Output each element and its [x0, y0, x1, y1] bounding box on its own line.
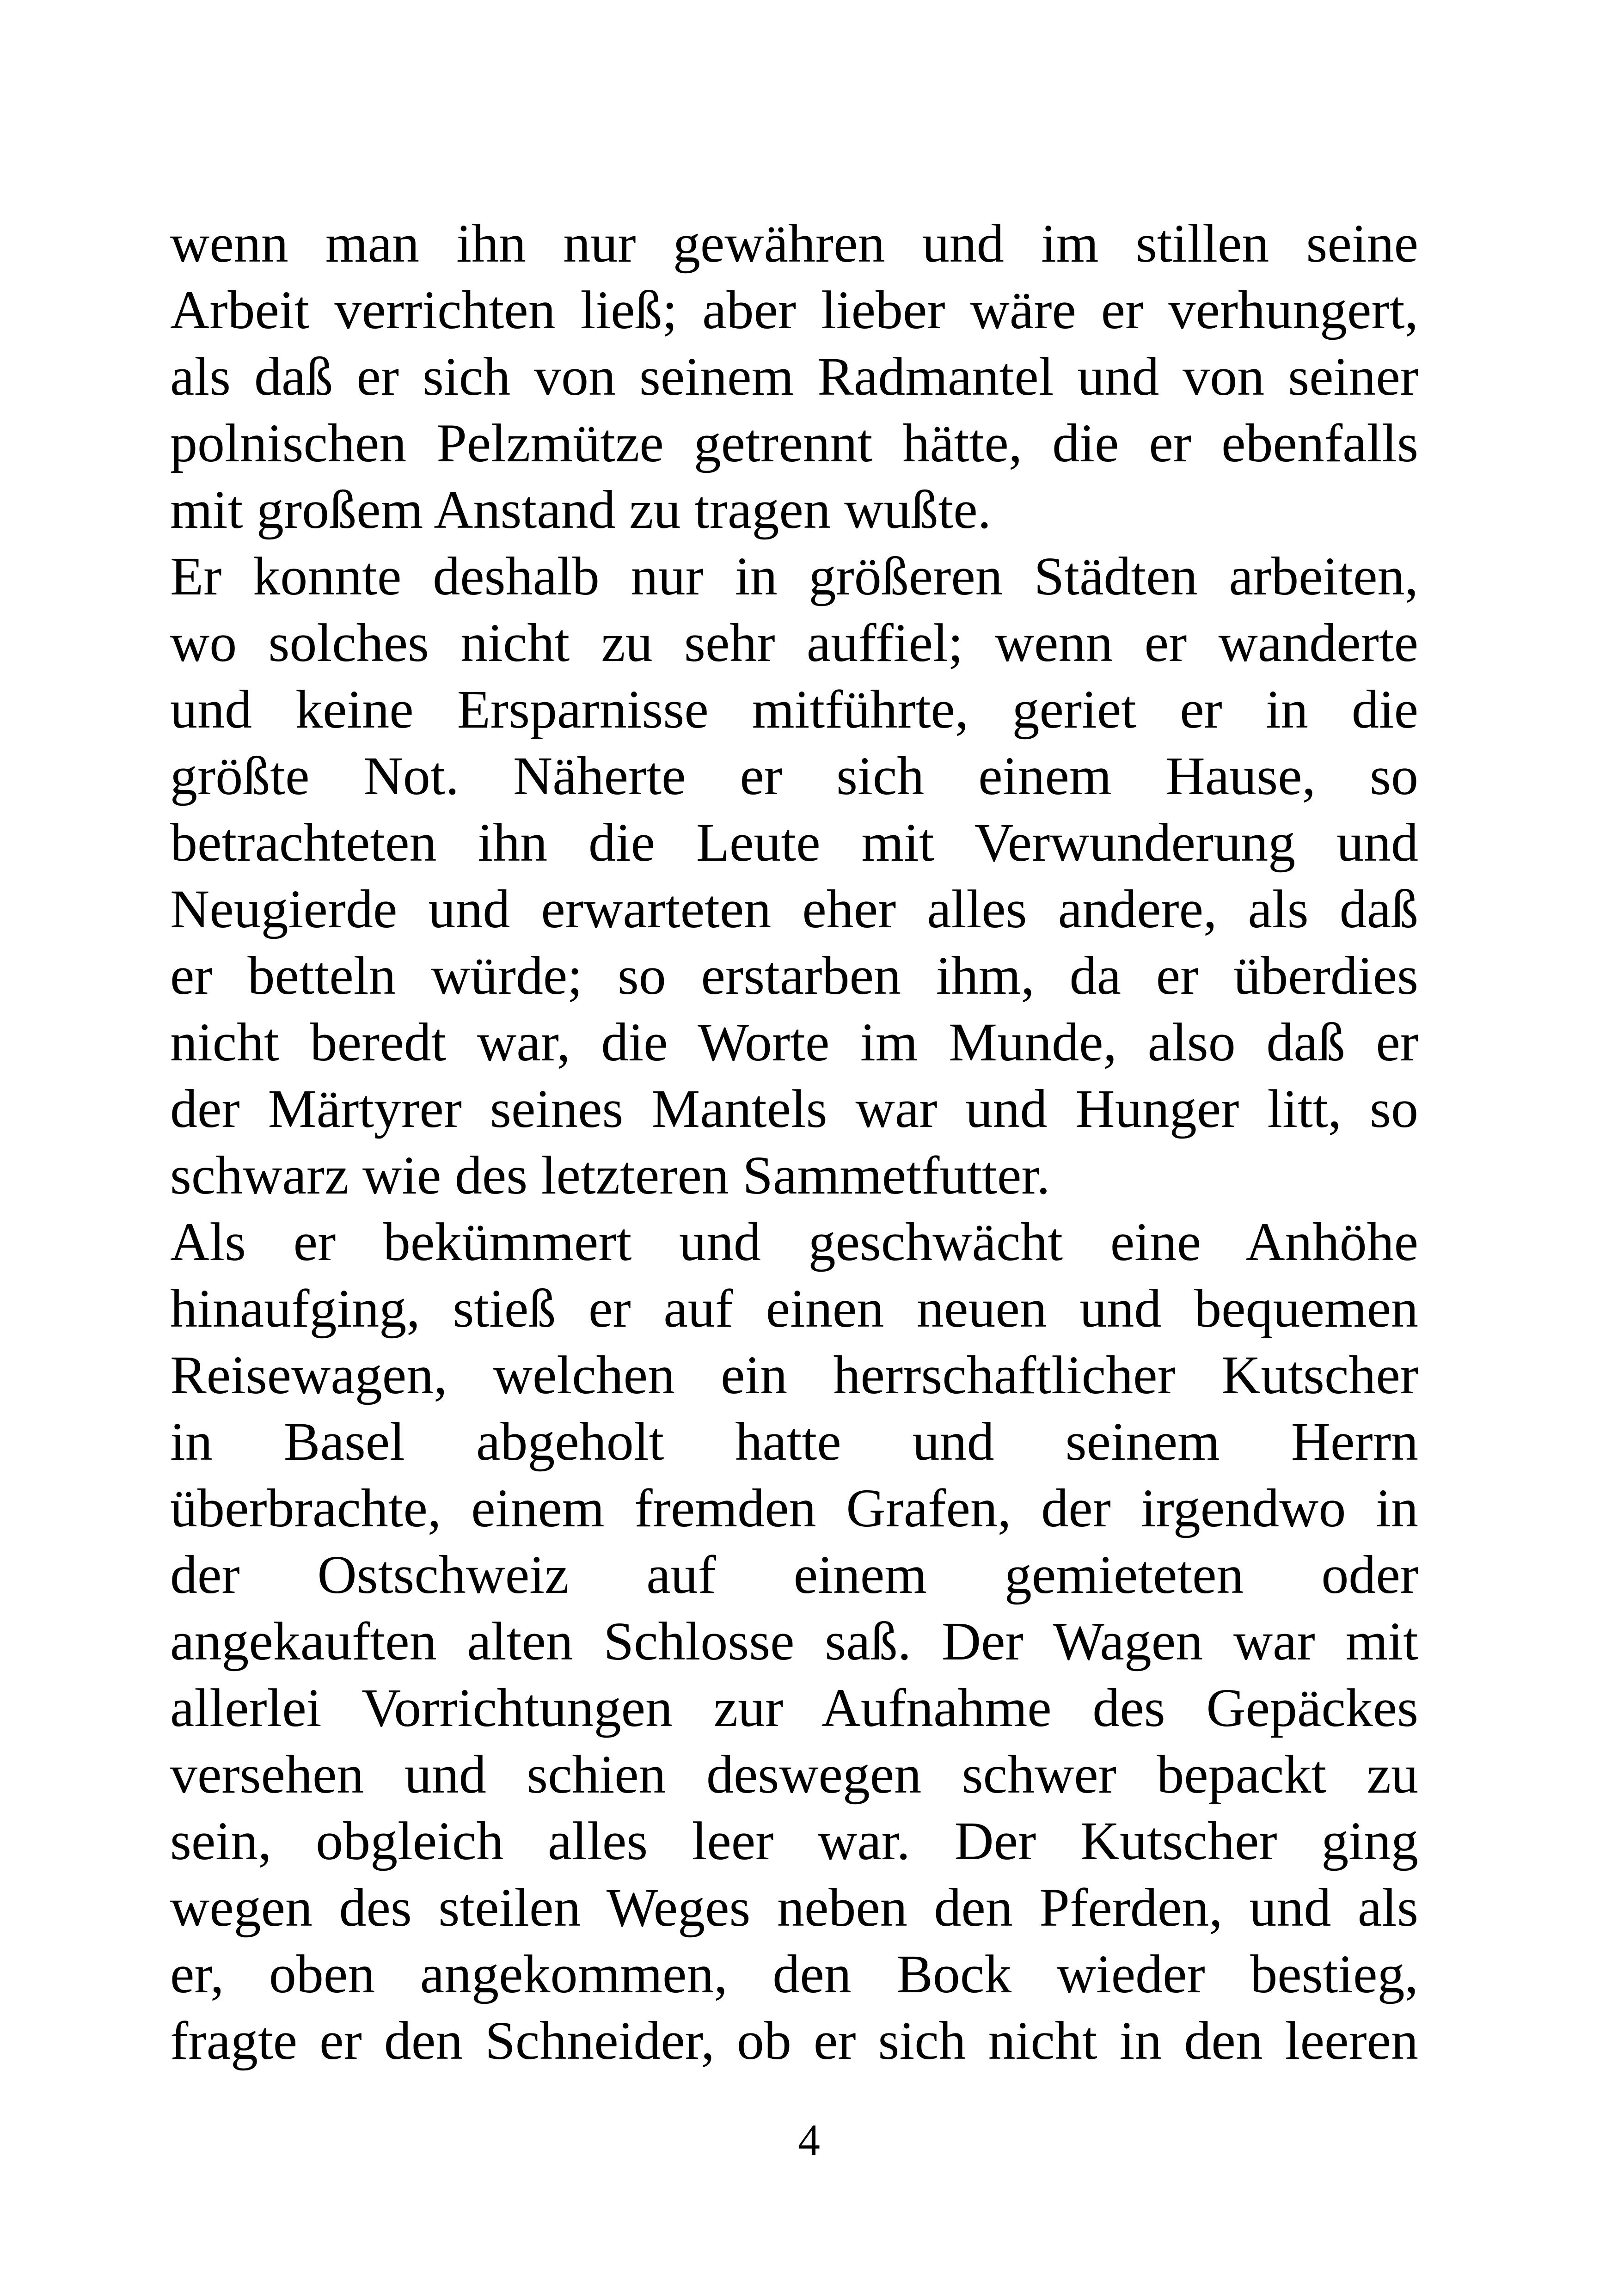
text-line: mit großem Anstand zu tragen wußte. — [170, 479, 992, 540]
text-line: in Basel abgeholt hatte und seinem Herrn — [170, 1411, 1418, 1472]
text-line: angekauften alten Schlosse saß. Der Wagen war mit — [170, 1611, 1418, 1671]
text-line: schwarz wie des letzteren Sammetfutter. — [170, 1145, 1050, 1206]
text-line: hinaufging, stieß er auf einen neuen und bequemen — [170, 1278, 1418, 1339]
text-line: als daß er sich von seinem Radmantel und von seiner — [170, 346, 1418, 407]
text-line: Als er bekümmert und geschwächt eine Anhöhe — [170, 1212, 1418, 1272]
page-number: 4 — [798, 2115, 820, 2165]
text-line: er, oben angekommen, den Bock wieder bestieg, — [170, 1944, 1418, 2004]
text-line: versehen und schien deswegen schwer bepackt zu — [170, 1744, 1418, 1805]
text-line: überbrachte, einem fremden Grafen, der irgendwo in — [170, 1478, 1418, 1538]
text-line: polnischen Pelzmütze getrennt hätte, die er ebenfalls — [170, 413, 1418, 473]
text-line: der Ostschweiz auf einem gemieteten oder — [170, 1544, 1418, 1605]
text-line: Er konnte deshalb nur in größeren Städten arbeiten, — [170, 546, 1418, 606]
text-line: Reisewagen, welchen ein herrschaftlicher Kutscher — [170, 1345, 1418, 1405]
body-text — [170, 210, 1418, 2074]
text-line: sein, obgleich alles leer war. Der Kutscher ging — [170, 1811, 1418, 1871]
text-line: größte Not. Näherte er sich einem Hause, so — [170, 746, 1418, 806]
text-line: er betteln würde; so erstarben ihm, da er überdies — [170, 945, 1418, 1006]
text-line: betrachteten ihn die Leute mit Verwunderung und — [170, 812, 1418, 873]
text-line: wenn man ihn nur gewähren und im stillen seine — [170, 213, 1418, 274]
text-line: und keine Ersparnisse mitführte, geriet er in die — [170, 679, 1418, 740]
text-line: nicht beredt war, die Worte im Munde, also daß er — [170, 1012, 1418, 1072]
text-line: wo solches nicht zu sehr auffiel; wenn er wanderte — [170, 612, 1418, 673]
text-line: der Märtyrer seines Mantels war und Hunger litt, so — [170, 1078, 1418, 1139]
text-line: wegen des steilen Weges neben den Pferden, und als — [170, 1877, 1418, 1938]
text-line: Arbeit verrichten ließ; aber lieber wäre er verhungert, — [170, 280, 1418, 340]
text-line: Neugierde und erwarteten eher alles andere, als daß — [170, 879, 1418, 939]
text-line: allerlei Vorrichtungen zur Aufnahme des Gepäckes — [170, 1678, 1418, 1738]
text-line: fragte er den Schneider, ob er sich nicht in den leeren — [170, 2010, 1418, 2071]
